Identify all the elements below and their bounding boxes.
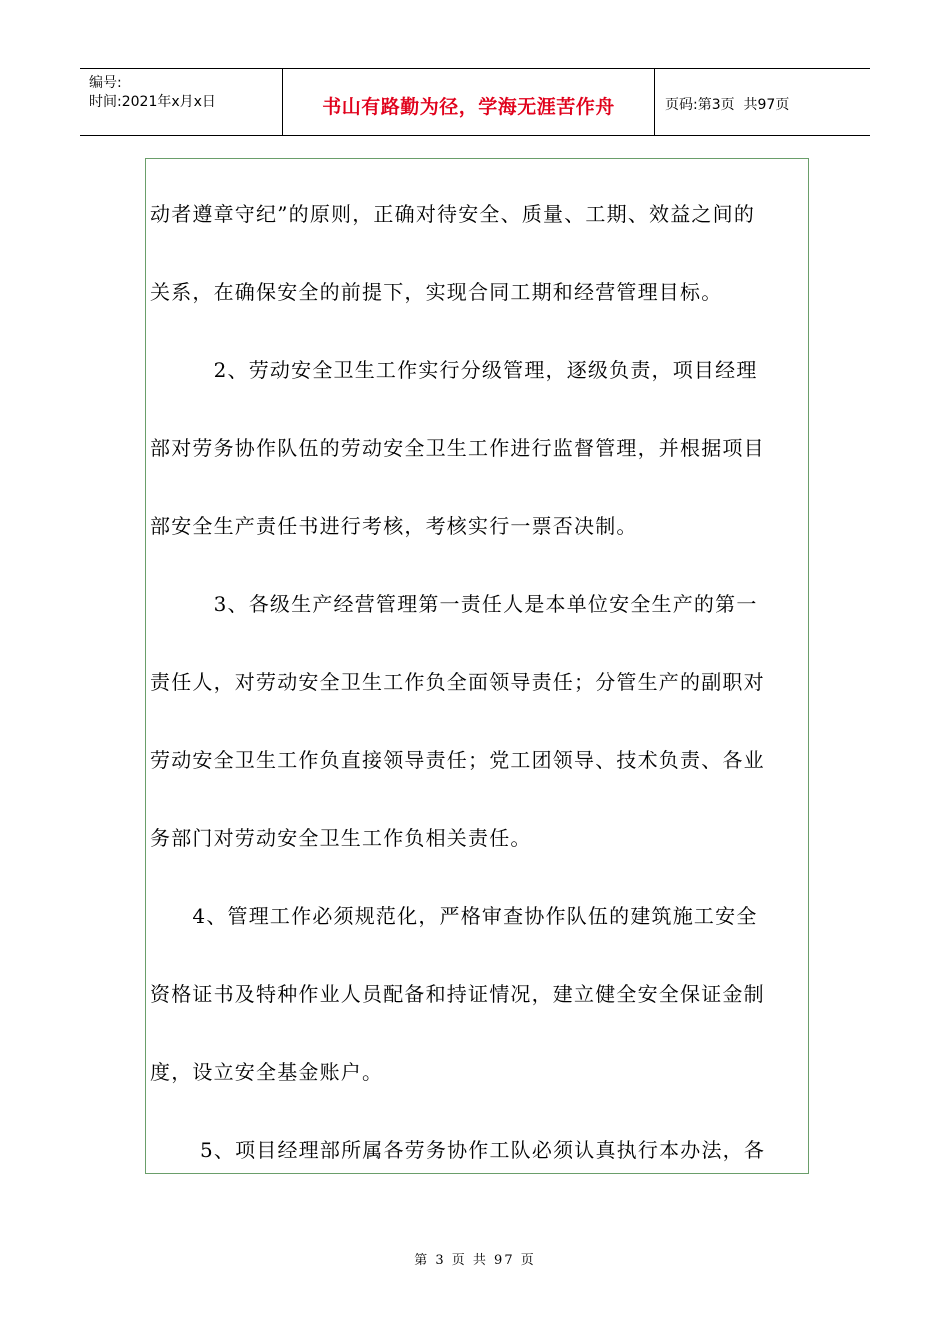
text-line: 责任人，对劳动安全卫生工作负全面领导责任；分管生产的副职对: [150, 670, 765, 694]
text-line: 部对劳务协作队伍的劳动安全卫生工作进行监督管理，并根据项目: [150, 436, 765, 460]
text-line: 关系，在确保安全的前提下，实现合同工期和经营管理目标。: [150, 280, 723, 304]
text-line: 资格证书及特种作业人员配备和持证情况，建立健全安全保证金制: [150, 982, 765, 1006]
header-page-cell: [655, 69, 870, 135]
page-footer: 第 3 页 共 97 页: [414, 1253, 536, 1268]
text-line: 务部门对劳动安全卫生工作负相关责任。: [150, 826, 532, 850]
document-number-label: 编号:: [89, 75, 122, 91]
text-line: 度，设立安全基金账户。: [150, 1060, 384, 1084]
content-box: [145, 158, 809, 1174]
text-line: 4、管理工作必须规范化，严格审查协作队伍的建筑施工安全: [150, 904, 758, 928]
body-text: [150, 175, 804, 1174]
document-time-label: 时间:2021年x月x日: [89, 94, 216, 110]
header-motto: 书山有路勤为径，学海无涯苦作舟: [322, 95, 615, 118]
text-line: 5、项目经理部所属各劳务协作工队必须认真执行本办法，各: [150, 1138, 766, 1162]
header-page-info: 页码:第3页 共97页: [665, 97, 790, 113]
text-line: 部安全生产责任书进行考核，考核实行一票否决制。: [150, 514, 638, 538]
text-line: 劳动安全卫生工作负直接领导责任；党工团领导、技术负责、各业: [150, 748, 765, 772]
header-motto-cell: [283, 69, 655, 135]
text-line: 动者遵章守纪”的原则，正确对待安全、质量、工期、效益之间的: [150, 202, 756, 226]
text-line: 2、劳动安全卫生工作实行分级管理，逐级负责，项目经理: [150, 358, 758, 382]
document-header: [80, 68, 870, 136]
text-line: 3、各级生产经营管理第一责任人是本单位安全生产的第一: [150, 592, 758, 616]
header-meta-cell: [80, 69, 283, 135]
